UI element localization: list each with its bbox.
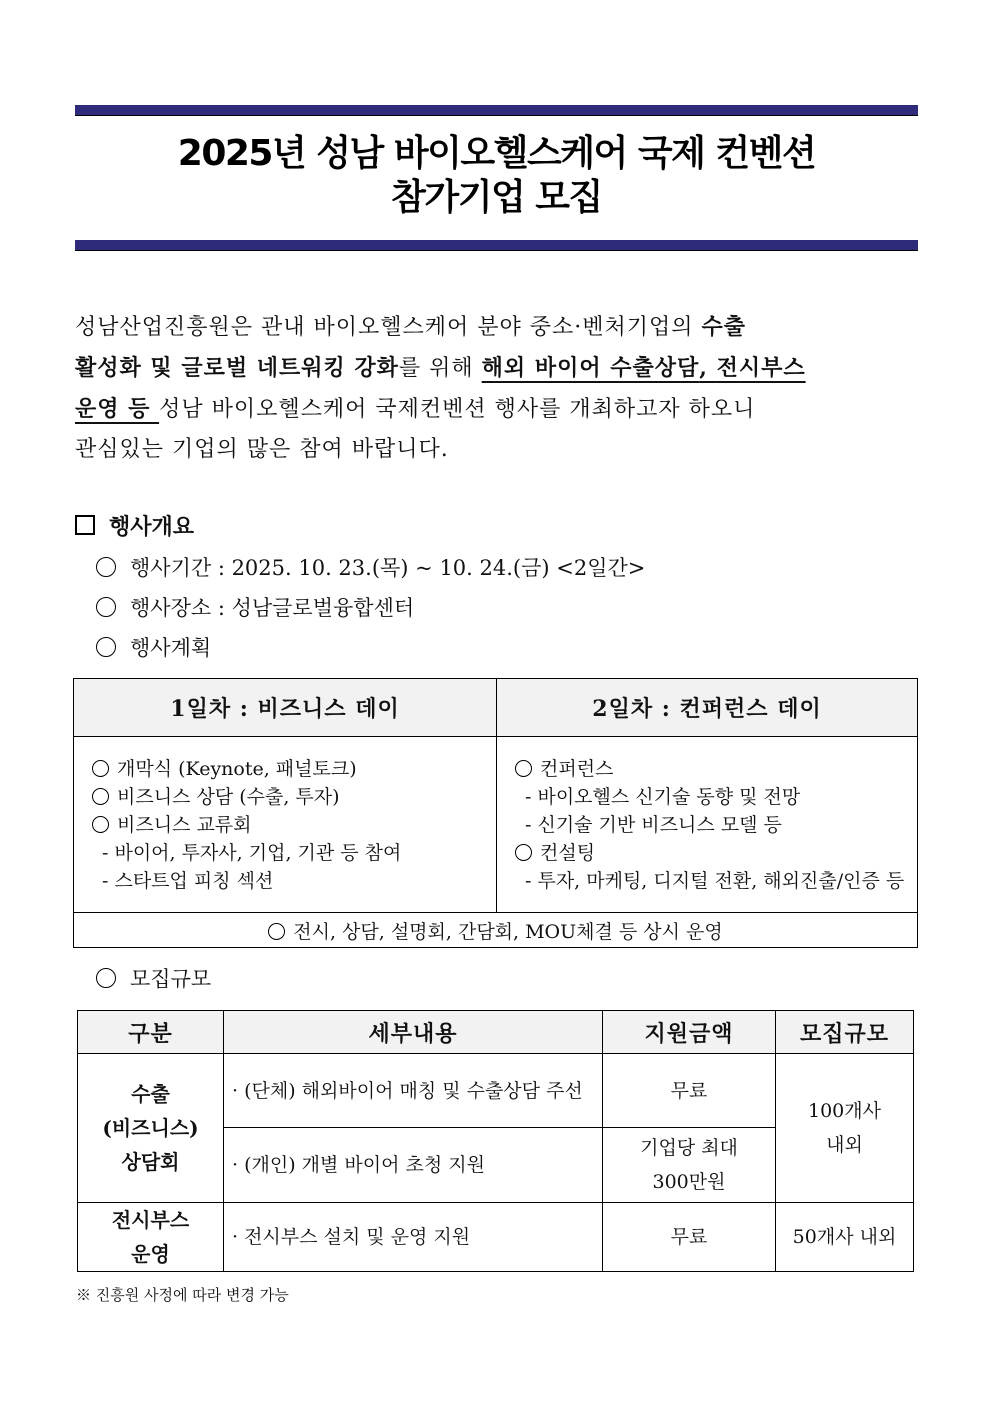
circle-bullet-icon xyxy=(96,968,116,988)
title-line-1: 2025년 성남 바이오헬스케어 국제 컨벤션 xyxy=(177,133,816,174)
detail-booth: · 전시부스 설치 및 운영 지원 xyxy=(224,1203,603,1272)
list-item: 비즈니스 교류회 xyxy=(92,811,496,839)
list-subitem: - 신기술 기반 비즈니스 모델 등 xyxy=(525,814,782,836)
circle-bullet-icon xyxy=(92,788,109,805)
intro-line-3: 운영 등 성남 바이오헬스케어 국제컨벤션 행사를 개최하고자 하오니 xyxy=(75,396,756,422)
amount-booth: 무료 xyxy=(603,1203,776,1272)
recruit-scale-label: 모집규모 xyxy=(96,964,211,994)
circle-bullet-icon xyxy=(96,557,116,577)
list-subitem: - 바이오헬스 신기술 동향 및 전망 xyxy=(525,786,801,808)
amount-group: 무료 xyxy=(603,1054,776,1128)
title-bottom-bar xyxy=(75,240,918,251)
circle-bullet-icon xyxy=(515,760,532,777)
day2-program xyxy=(497,737,918,913)
title-top-bar xyxy=(75,105,918,116)
square-bullet-icon xyxy=(75,515,95,535)
intro-paragraph xyxy=(75,307,925,470)
header-detail: 세부내용 xyxy=(224,1011,603,1054)
list-subitem: - 스타트업 피칭 섹션 xyxy=(102,870,274,892)
intro-line-4: 관심있는 기업의 많은 참여 바랍니다. xyxy=(75,437,449,462)
header-scale: 모집규모 xyxy=(776,1011,914,1054)
day2-header: 2일차 : 컨퍼런스 데이 xyxy=(497,679,918,737)
title-line-2: 참가기업 모집 xyxy=(391,177,602,218)
recruit-table xyxy=(77,1010,914,1272)
list-item: 개막식 (Keynote, 패널토크) xyxy=(92,755,496,783)
list-subitem: - 바이어, 투자사, 기업, 기관 등 참여 xyxy=(102,842,402,864)
circle-bullet-icon xyxy=(96,637,116,657)
table-row xyxy=(78,1054,914,1128)
page-title xyxy=(75,132,918,220)
circle-bullet-icon xyxy=(96,597,116,617)
detail-individual: · (개인) 개별 바이어 초청 지원 xyxy=(224,1128,603,1203)
circle-bullet-icon xyxy=(268,923,285,940)
all-days-row: 전시, 상담, 설명회, 간담회, MOU체결 등 상시 운영 xyxy=(74,913,918,948)
header-amount: 지원금액 xyxy=(603,1011,776,1054)
scale-export-consult: 100개사 내외 xyxy=(776,1054,914,1203)
event-plan-label: 행사계획 xyxy=(96,633,211,663)
event-plan-table xyxy=(73,678,918,948)
intro-line-1: 성남산업진흥원은 관내 바이오헬스케어 분야 중소·벤처기업의 수출 xyxy=(75,314,747,340)
scale-booth: 50개사 내외 xyxy=(776,1203,914,1272)
list-item: 컨설팅 xyxy=(515,839,917,867)
circle-bullet-icon xyxy=(92,816,109,833)
category-export-consult: 수출 (비즈니스) 상담회 xyxy=(78,1054,224,1203)
event-venue: 행사장소 : 성남글로벌융합센터 xyxy=(96,593,414,623)
table-row xyxy=(78,1203,914,1272)
detail-group: · (단체) 해외바이어 매칭 및 수출상담 주선 xyxy=(224,1054,603,1128)
amount-individual: 기업당 최대 300만원 xyxy=(603,1128,776,1203)
category-exhibition-booth: 전시부스 운영 xyxy=(78,1203,224,1272)
list-subitem: - 투자, 마케팅, 디지털 전환, 해외진출/인증 등 xyxy=(525,870,905,892)
circle-bullet-icon xyxy=(515,844,532,861)
event-period: 행사기간 : 2025. 10. 23.(목) ~ 10. 24.(금) <2일간> xyxy=(96,553,645,583)
day1-header: 1일차 : 비즈니스 데이 xyxy=(74,679,497,737)
list-item: 컨퍼런스 xyxy=(515,755,917,783)
day1-program xyxy=(74,737,497,913)
intro-line-2: 활성화 및 글로벌 네트워킹 강화를 위해 해외 바이어 수출상담, 전시부스 xyxy=(75,355,806,381)
header-category: 구분 xyxy=(78,1011,224,1054)
footnote: ※ 진흥원 사정에 따라 변경 가능 xyxy=(76,1286,289,1304)
list-item: 비즈니스 상담 (수출, 투자) xyxy=(92,783,496,811)
overview-heading: 행사개요 xyxy=(75,512,194,542)
circle-bullet-icon xyxy=(92,760,109,777)
